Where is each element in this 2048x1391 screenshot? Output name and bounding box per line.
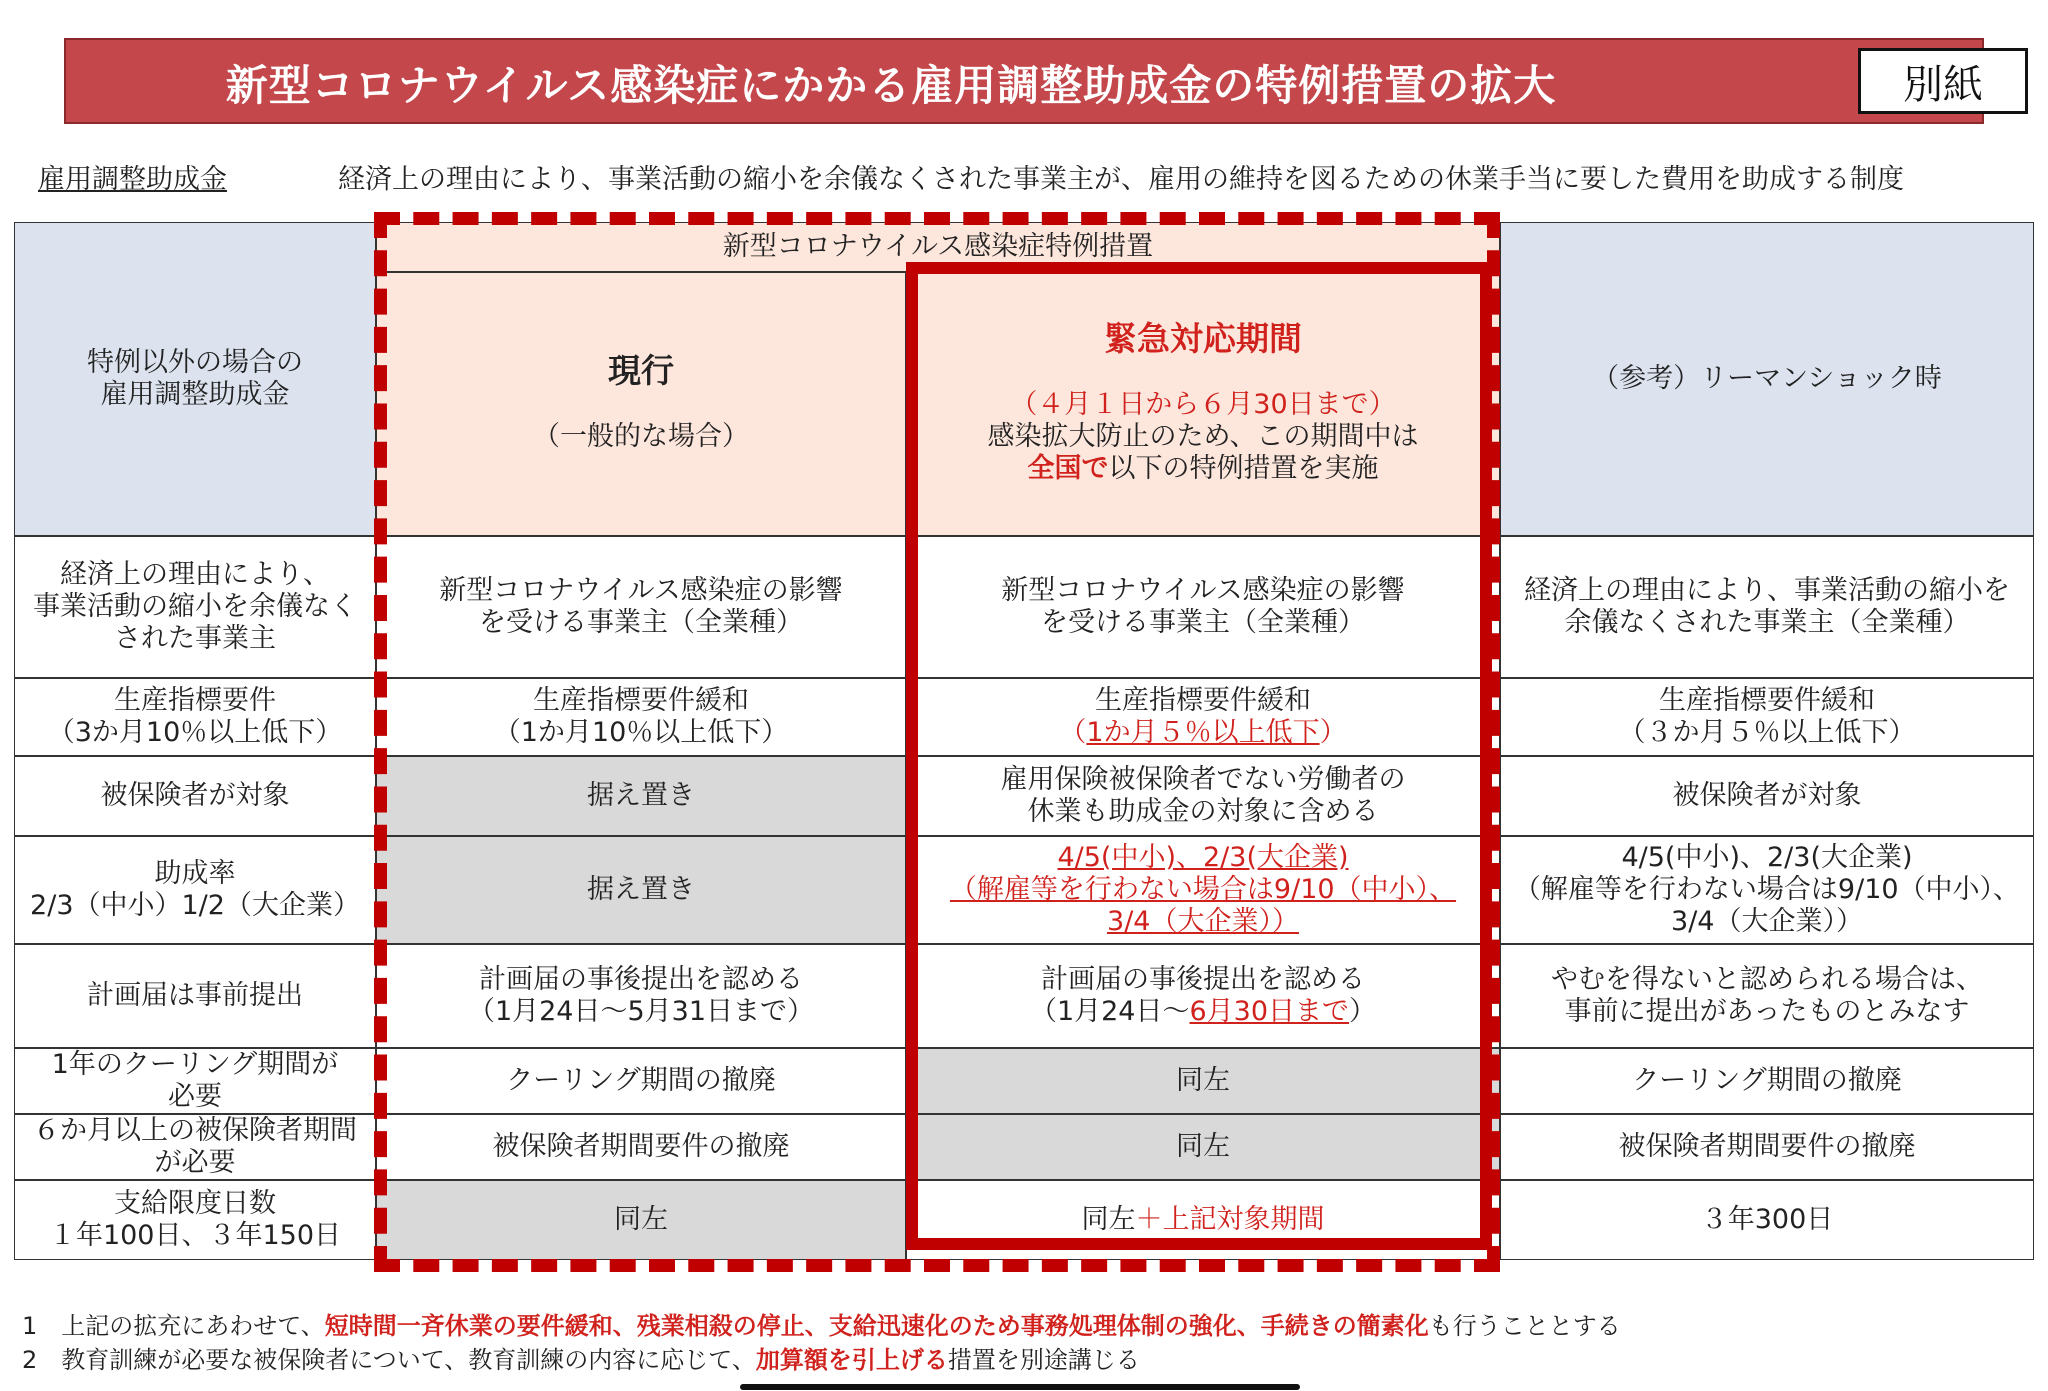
emergency-title: 緊急対応期間 bbox=[1103, 319, 1302, 358]
header-col-current bbox=[376, 272, 906, 536]
row5-col3: やむを得ないと認められる場合は、 事前に提出があったものとみなす bbox=[1500, 944, 2034, 1048]
note-1: 1 上記の拡充にあわせて、短時間一斉休業の要件緩和、残業相殺の停止、支給迅速化のため事務処理体制の強化、手続きの簡素化も行うこととする bbox=[22, 1312, 1621, 1340]
row2-col0: 生産指標要件 （3か月10％以上低下） bbox=[14, 678, 376, 756]
row7-col0: ６か月以上の被保険者期間 が必要 bbox=[14, 1114, 376, 1180]
row7-col1: 被保険者期間要件の撤廃 bbox=[376, 1114, 906, 1180]
row8-col0: 支給限度日数 １年100日、３年150日 bbox=[14, 1180, 376, 1260]
emergency-desc-line2: 感染拡大防止のため、この期間中は bbox=[987, 421, 1419, 452]
emergency-period: （４月１日から６月30日まで） bbox=[1010, 389, 1396, 420]
nationwide-text: 全国で bbox=[1027, 453, 1109, 484]
row5-col0: 計画届は事前提出 bbox=[14, 944, 376, 1048]
row8-col1: 同左 bbox=[376, 1180, 906, 1260]
row1-col3: 経済上の理由により、事業活動の縮小を 余儀なくされた事業主（全業種） bbox=[1500, 536, 2034, 678]
header-special-group: 新型コロナウイルス感染症特例措置 bbox=[376, 222, 1500, 272]
row3-col2: 雇用保険被保険者でない労働者の 休業も助成金の対象に含める bbox=[906, 756, 1500, 836]
row4-col2: 4/5(中小)、2/3(大企業) （解雇等を行わない場合は9/10（中小）、 3/4（大企業）） bbox=[906, 836, 1500, 944]
note-2-highlight: 加算額を引上げる bbox=[755, 1346, 948, 1374]
row2-col3: 生産指標要件緩和 （３か月５％以上低下） bbox=[1500, 678, 2034, 756]
header-col-emergency bbox=[906, 272, 1500, 536]
home-indicator-bar[interactable] bbox=[740, 1384, 1300, 1390]
header-col-lehman: （参考）リーマンショック時 bbox=[1500, 222, 2034, 536]
row3-col3: 被保険者が対象 bbox=[1500, 756, 2034, 836]
row3-col1: 据え置き bbox=[376, 756, 906, 836]
row4-col0: 助成率 2/3（中小）1/2（大企業） bbox=[14, 836, 376, 944]
row7-col3: 被保険者期間要件の撤廃 bbox=[1500, 1114, 2034, 1180]
row4-col3: 4/5(中小)、2/3(大企業) （解雇等を行わない場合は9/10（中小）、 3/4（大企業）） bbox=[1500, 836, 2034, 944]
extended-deadline-text: 6月30日まで bbox=[1189, 996, 1350, 1027]
row1-col2: 新型コロナウイルス感染症の影響 を受ける事業主（全業種） bbox=[906, 536, 1500, 678]
row8-col3: ３年300日 bbox=[1500, 1180, 2034, 1260]
row2-col1: 生産指標要件緩和 （1か月10％以上低下） bbox=[376, 678, 906, 756]
title-banner bbox=[64, 38, 1984, 124]
note-2: 2 教育訓練が必要な被保険者について、教育訓練の内容に応じて、加算額を引上げる措置を別途講じる bbox=[22, 1346, 1140, 1374]
row8-col2: 同左 ＋上記対象期間 bbox=[906, 1180, 1500, 1260]
row5-col2: 計画届の事後提出を認める （1月24日～6月30日まで） bbox=[906, 944, 1500, 1048]
row2-col2: 生産指標要件緩和 （1か月５％以上低下） bbox=[906, 678, 1500, 756]
definition-label: 雇用調整助成金 bbox=[38, 164, 227, 195]
plus-period-text: ＋上記対象期間 bbox=[1135, 1204, 1325, 1235]
current-title: 現行 bbox=[608, 351, 674, 390]
emergency-desc-line3: 全国で以下の特例措置を実施 bbox=[1027, 453, 1379, 484]
header-col-non-special: 特例以外の場合の 雇用調整助成金 bbox=[14, 222, 376, 536]
page-title: 新型コロナウイルス感染症にかかる雇用調整助成金の特例措置の拡大 bbox=[225, 61, 1557, 110]
row1-col0: 経済上の理由により、 事業活動の縮小を余儀なく された事業主 bbox=[14, 536, 376, 678]
row3-col0: 被保険者が対象 bbox=[14, 756, 376, 836]
relaxed-requirement-text: 1か月５％以上低下 bbox=[1086, 717, 1320, 748]
current-subtitle: （一般的な場合） bbox=[533, 421, 749, 452]
annex-label: 別紙 bbox=[1858, 48, 2028, 114]
row5-col1: 計画届の事後提出を認める （1月24日～5月31日まで） bbox=[376, 944, 906, 1048]
definition-text: 経済上の理由により、事業活動の縮小を余儀なくされた事業主が、雇用の維持を図るための休業手当に要した費用を助成する制度 bbox=[338, 164, 1904, 195]
row6-col1: クーリング期間の撤廃 bbox=[376, 1048, 906, 1114]
row1-col1: 新型コロナウイルス感染症の影響 を受ける事業主（全業種） bbox=[376, 536, 906, 678]
row6-col2: 同左 bbox=[906, 1048, 1500, 1114]
note-1-highlight: 短時間一斉休業の要件緩和、残業相殺の停止、支給迅速化のため事務処理体制の強化、手続きの簡素化 bbox=[324, 1312, 1429, 1340]
row4-col1: 据え置き bbox=[376, 836, 906, 944]
row6-col0: 1年のクーリング期間が 必要 bbox=[14, 1048, 376, 1114]
row6-col3: クーリング期間の撤廃 bbox=[1500, 1048, 2034, 1114]
row7-col2: 同左 bbox=[906, 1114, 1500, 1180]
